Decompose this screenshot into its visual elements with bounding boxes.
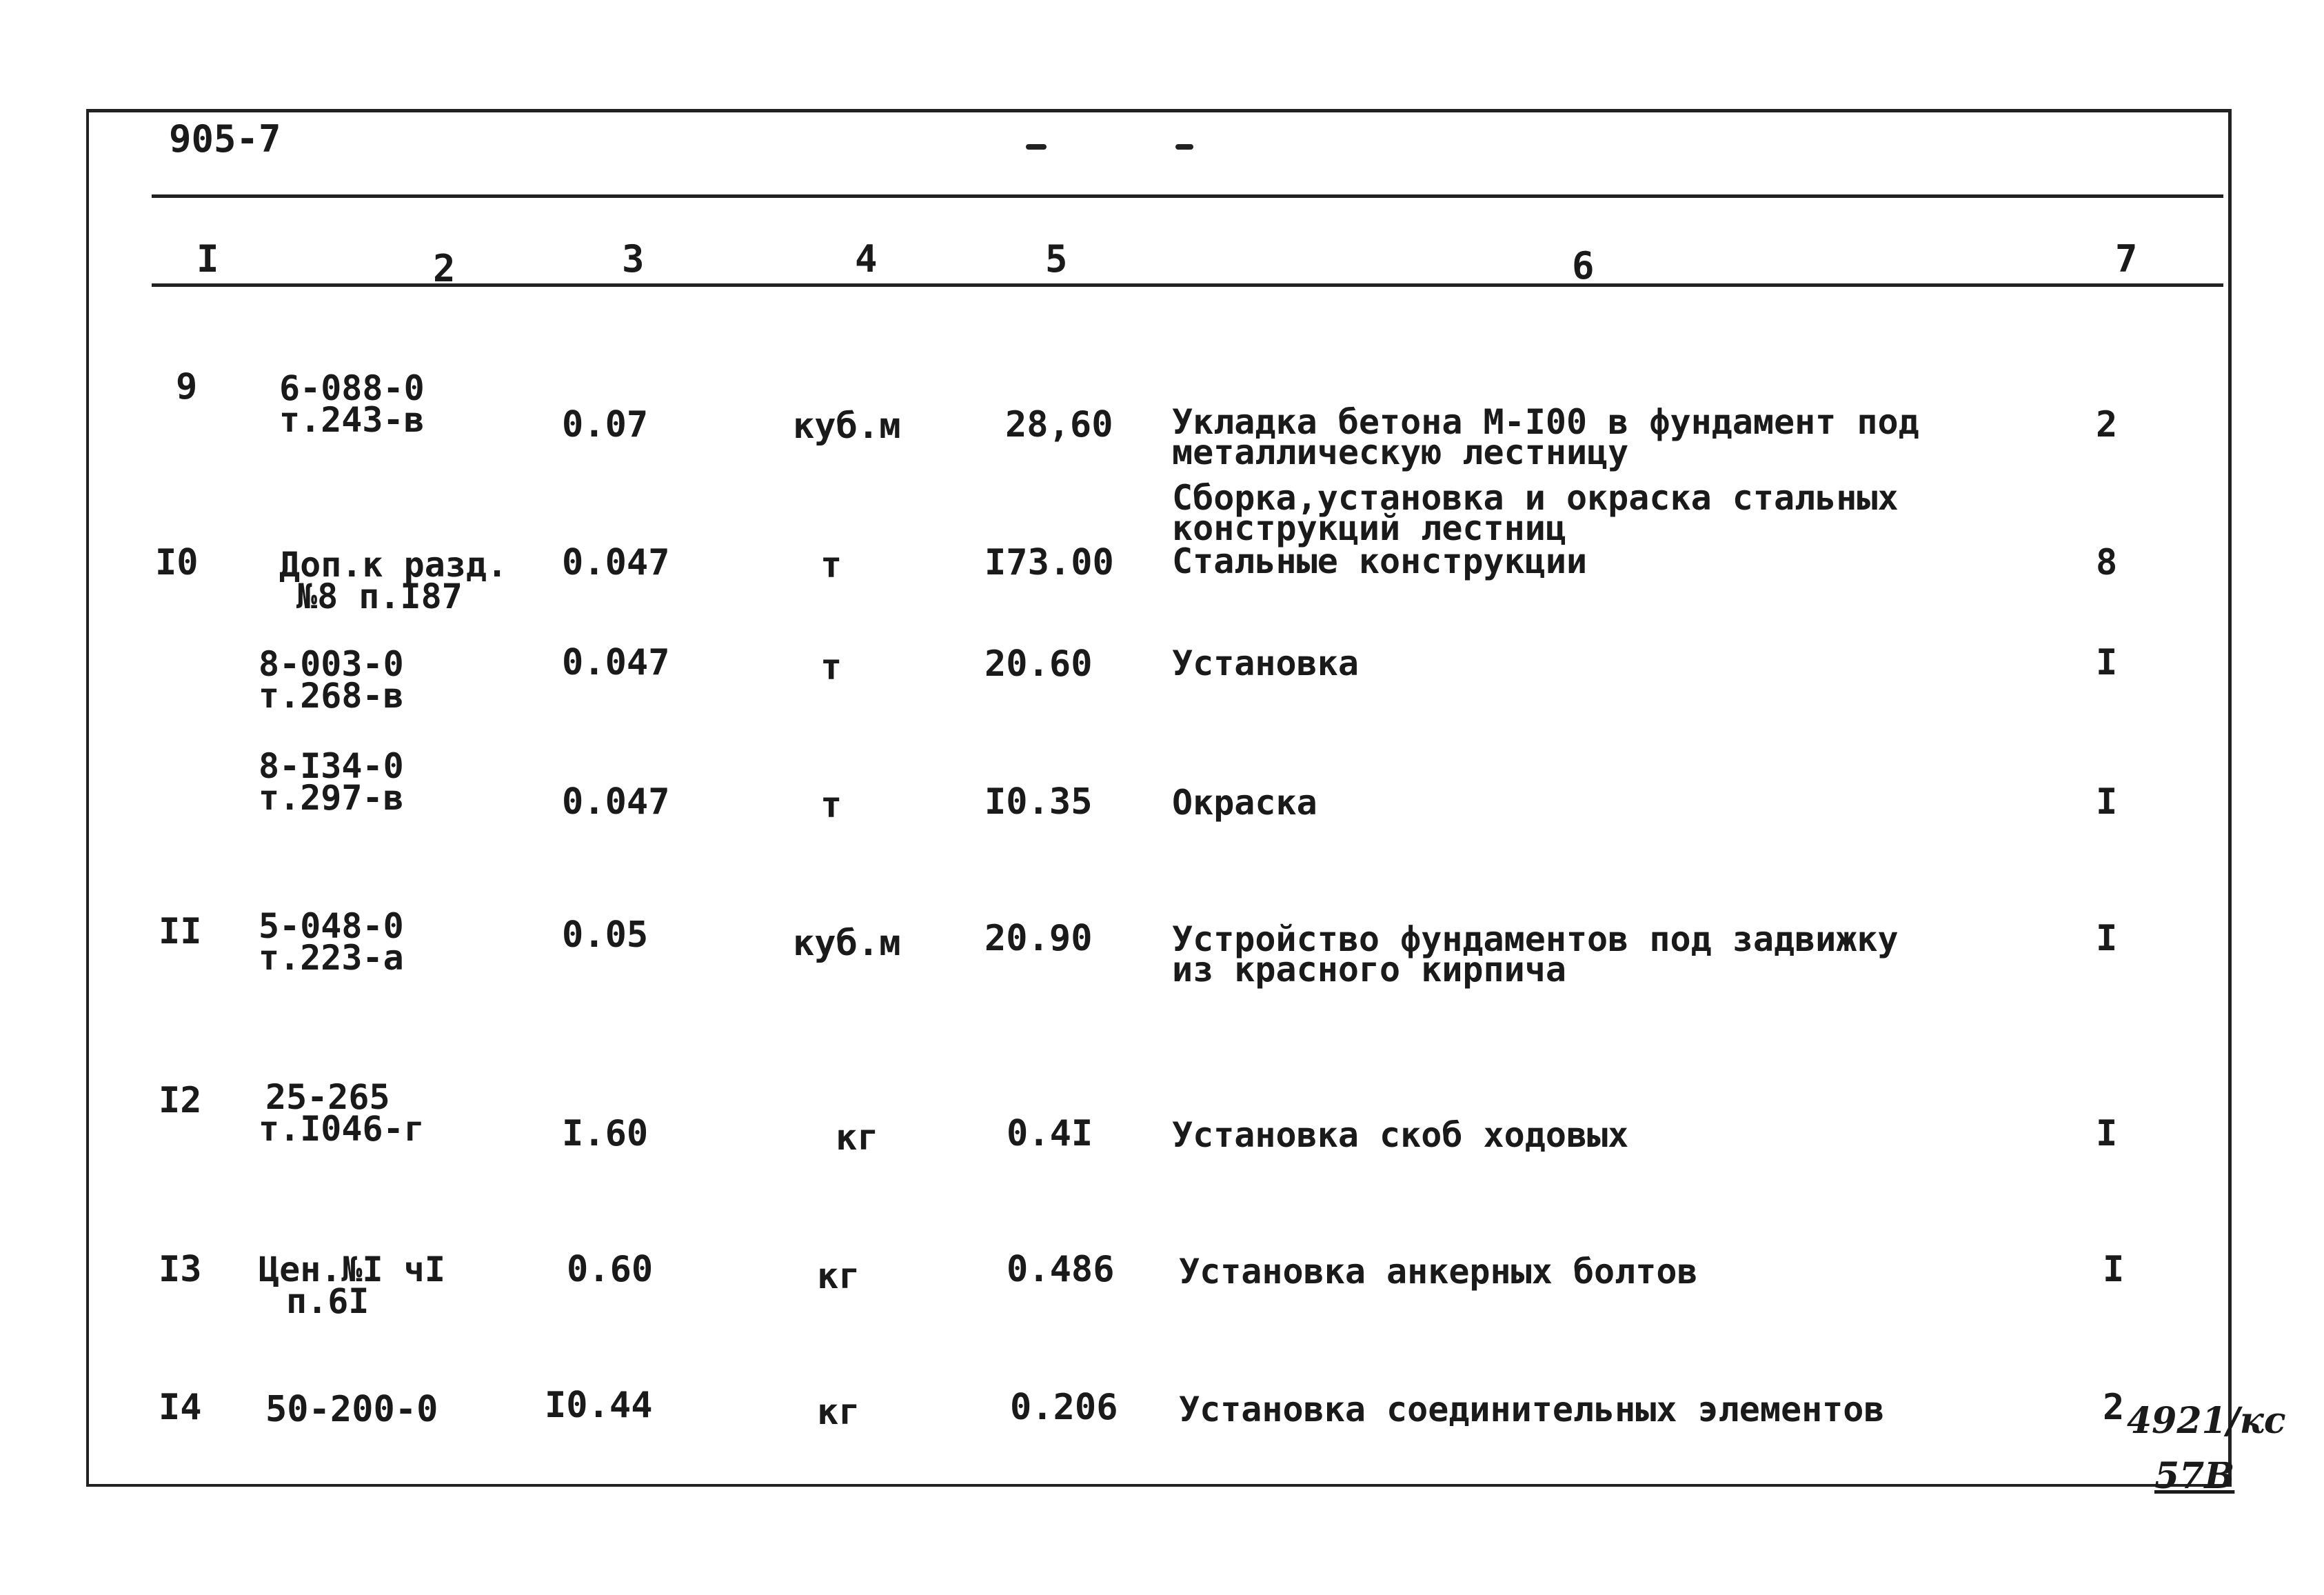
work-description: Устройство фундаментов под задвижку xyxy=(1172,919,1899,959)
col-header-4: 4 xyxy=(855,237,878,281)
header-dash-1 xyxy=(1026,144,1047,150)
unit-price: 0.4I xyxy=(1007,1113,1093,1154)
norm-code: 6-088-0 xyxy=(279,368,425,408)
norm-code: Доп.к разд. xyxy=(279,545,508,585)
norm-code-table: п.6I xyxy=(286,1281,370,1321)
unit-price: I0.35 xyxy=(984,781,1093,823)
handwritten-reference: 4921/кс xyxy=(2127,1400,2286,1442)
unit: кг xyxy=(817,1392,860,1433)
norm-code-table: №8 п.I87 xyxy=(296,576,463,616)
work-description: Установка соединительных элементов xyxy=(1179,1390,1885,1430)
unit-price: I73.00 xyxy=(984,542,1114,583)
norm-code-table: т.223-а xyxy=(259,938,404,978)
quantity: I.60 xyxy=(562,1113,649,1154)
row-number: I4 xyxy=(159,1387,202,1428)
work-description: Укладка бетона М-I00 в фундамент под xyxy=(1172,402,1919,442)
row-number: I2 xyxy=(159,1080,202,1121)
unit: куб.м xyxy=(793,923,901,964)
row-number: II xyxy=(159,911,202,952)
work-description-cont: из красного кирпича xyxy=(1172,950,1566,990)
unit: т xyxy=(820,785,842,826)
col-header-1: I xyxy=(196,237,219,281)
col-header-6: 6 xyxy=(1572,244,1595,288)
quantity: 0.047 xyxy=(562,542,670,583)
work-description-cont: металлическую лестницу xyxy=(1172,432,1629,472)
quantity: 0.047 xyxy=(562,642,670,683)
unit-price: 20.60 xyxy=(984,643,1093,685)
unit: т xyxy=(820,545,842,586)
header-rule-bottom xyxy=(152,283,2223,287)
unit-price: 0.486 xyxy=(1007,1249,1115,1290)
norm-code: Цен.№I чI xyxy=(259,1250,445,1290)
quantity: 0.60 xyxy=(567,1249,654,1290)
col-header-2: 2 xyxy=(433,247,456,290)
page-number: 57В xyxy=(2154,1455,2235,1497)
unit-price: 20.90 xyxy=(984,918,1093,959)
col7-value: I xyxy=(2096,642,2118,683)
section-description-cont: конструкций лестниц xyxy=(1172,508,1566,548)
quantity: 0.07 xyxy=(562,404,649,445)
section-description: Сборка,установка и окраска стальных xyxy=(1172,478,1899,518)
unit: кг xyxy=(817,1256,860,1297)
norm-code: 50-200-0 xyxy=(265,1389,438,1430)
col-header-3: 3 xyxy=(622,237,645,281)
col7-value: I xyxy=(2096,1113,2118,1154)
unit: куб.м xyxy=(793,405,901,447)
header-dash-2 xyxy=(1175,144,1193,150)
unit-price: 28,60 xyxy=(1005,404,1113,445)
work-description: Установка скоб ходовых xyxy=(1172,1115,1629,1155)
row-number: I0 xyxy=(155,542,199,583)
col7-value: 8 xyxy=(2096,542,2118,583)
col7-value: I xyxy=(2103,1249,2125,1290)
unit-price: 0.206 xyxy=(1010,1387,1118,1428)
norm-code-table: т.268-в xyxy=(259,676,404,716)
col7-value: I xyxy=(2096,918,2118,959)
norm-code-table: т.297-в xyxy=(259,778,404,818)
norm-code: 8-003-0 xyxy=(259,644,404,684)
norm-code-table: т.I046-г xyxy=(259,1109,425,1149)
col-header-5: 5 xyxy=(1045,237,1068,281)
col7-value: 2 xyxy=(2096,404,2118,445)
col-header-7: 7 xyxy=(2115,237,2138,281)
unit: кг xyxy=(836,1117,879,1158)
quantity: 0.05 xyxy=(562,914,649,956)
norm-code-table: т.243-в xyxy=(279,400,425,440)
norm-code: 25-265 xyxy=(265,1077,390,1117)
work-description: Установка анкерных болтов xyxy=(1179,1252,1698,1292)
quantity: I0.44 xyxy=(545,1385,653,1426)
header-rule-top xyxy=(152,194,2223,198)
work-description: Стальные конструкции xyxy=(1172,541,1588,581)
norm-code: 5-048-0 xyxy=(259,906,404,946)
doc-code: 905-7 xyxy=(169,117,281,161)
work-description: Окраска xyxy=(1172,783,1317,823)
row-number: 9 xyxy=(176,366,198,408)
work-description: Установка xyxy=(1172,643,1359,683)
quantity: 0.047 xyxy=(562,781,670,823)
row-number: I3 xyxy=(159,1249,202,1290)
col7-value: 2 xyxy=(2103,1387,2125,1428)
col7-value: I xyxy=(2096,781,2118,823)
norm-code: 8-I34-0 xyxy=(259,746,404,786)
unit: т xyxy=(820,647,842,688)
